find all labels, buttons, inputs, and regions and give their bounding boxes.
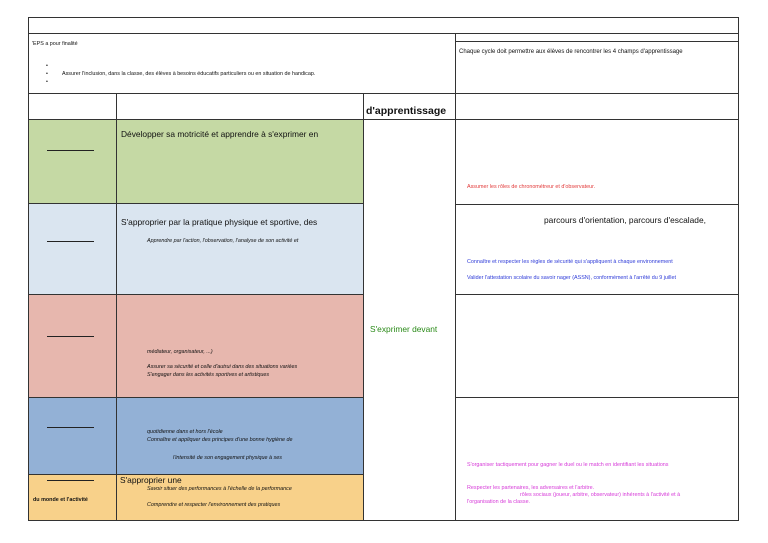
row1-right-bottom-line [455,204,739,205]
row2-right-blue-2: Valider l'attestation scolaire du savoir nager (ASSN), conformément à l'arrêté du 9 juillet [467,275,676,281]
column-heading: d'apprentissage [366,105,447,117]
row2-title: S'approprier par la pratique physique et sportive, des [121,217,318,227]
row2-right-title: parcours d'orientation, parcours d'escalade, [544,215,706,225]
row4-line2: Connaître et appliquer des principes d'une bonne hygiène de [147,437,293,443]
row3-line2: Assurer sa sécurité et celle d'autrui dans des situations variées [147,364,298,370]
row4-left-cell [29,398,116,474]
row5-dash [47,480,94,481]
row3-right-bottom-line [455,397,739,398]
row5-right-mag-4: l'organisation de la classe. [467,499,531,505]
row4-line3: l'intensité de son engagement physique à ses [173,455,282,461]
row5-line1: Savoir situer des performances à l'échelle de la performance [147,486,292,492]
row3-left-cell [29,295,116,397]
row2-sub: Apprendre par l'action, l'observation, l'analyse de son activité et [147,238,299,244]
row3-mid-cell [117,295,363,397]
row4-dash [47,427,94,428]
row1-dash [47,150,94,151]
finality-text: 'EPS a pour finalité [32,41,78,47]
row2-dash [47,241,94,242]
row1-right-red: Assumer les rôles de chronométreur et d'observateur. [467,184,596,190]
row1-left-cell [29,120,116,203]
row3-dash [47,336,94,337]
row5-line2: Comprendre et respecter l'environnement des pratiques [147,502,281,508]
row4-mid-cell [117,398,363,474]
row4-line1: quotidienne dans et hors l'école [147,429,223,435]
row3-middle-green: S'exprimer devant [370,324,438,334]
row2-right-blue-1: Connaître et respecter les règles de sécurité qui s'appliquent à chaque environnement [467,259,673,265]
header-right-top-line [455,41,739,42]
row2-right-bottom-line [455,294,739,295]
col2-line [363,93,364,521]
bullet-2: • [46,71,48,77]
row3-line1: médiateur, organisateur, ...) [147,349,213,355]
row5-left-label: du monde et l'activité [33,497,88,503]
header-bottom-line [28,93,739,94]
bullet-3: • [46,79,48,85]
row1-title: Développer sa motricité et apprendre à s'exprimer en [121,129,319,139]
header-vertical-line [455,33,456,521]
row5-title: S'approprier une [120,475,182,485]
row2-left-cell [29,204,116,294]
bullet-text: Assurer l'inclusion, dans la classe, des élèves à besoins éducatifs particuliers ou en situation de handicap. [62,71,316,77]
bullet-1: • [46,63,48,69]
row4-right-mag-1: S'organiser tactiquement pour gagner le duel ou le match en identifiant les situations [467,462,669,468]
row5-right-mag-2: Respecter les partenaires, les adversaires et l'arbitre. [467,485,595,491]
header-right-text: Chaque cycle doit permettre aux élèves de rencontrer les 4 champs d'apprentissage [459,49,683,55]
row3-line3: S'engager dans les activités sportives et artistiques [147,372,270,378]
top-bar-line [28,33,739,34]
row5-right-mag-3: rôles sociaux (joueur, arbitre, observateur) inhérents à l'activité et à [520,492,681,498]
